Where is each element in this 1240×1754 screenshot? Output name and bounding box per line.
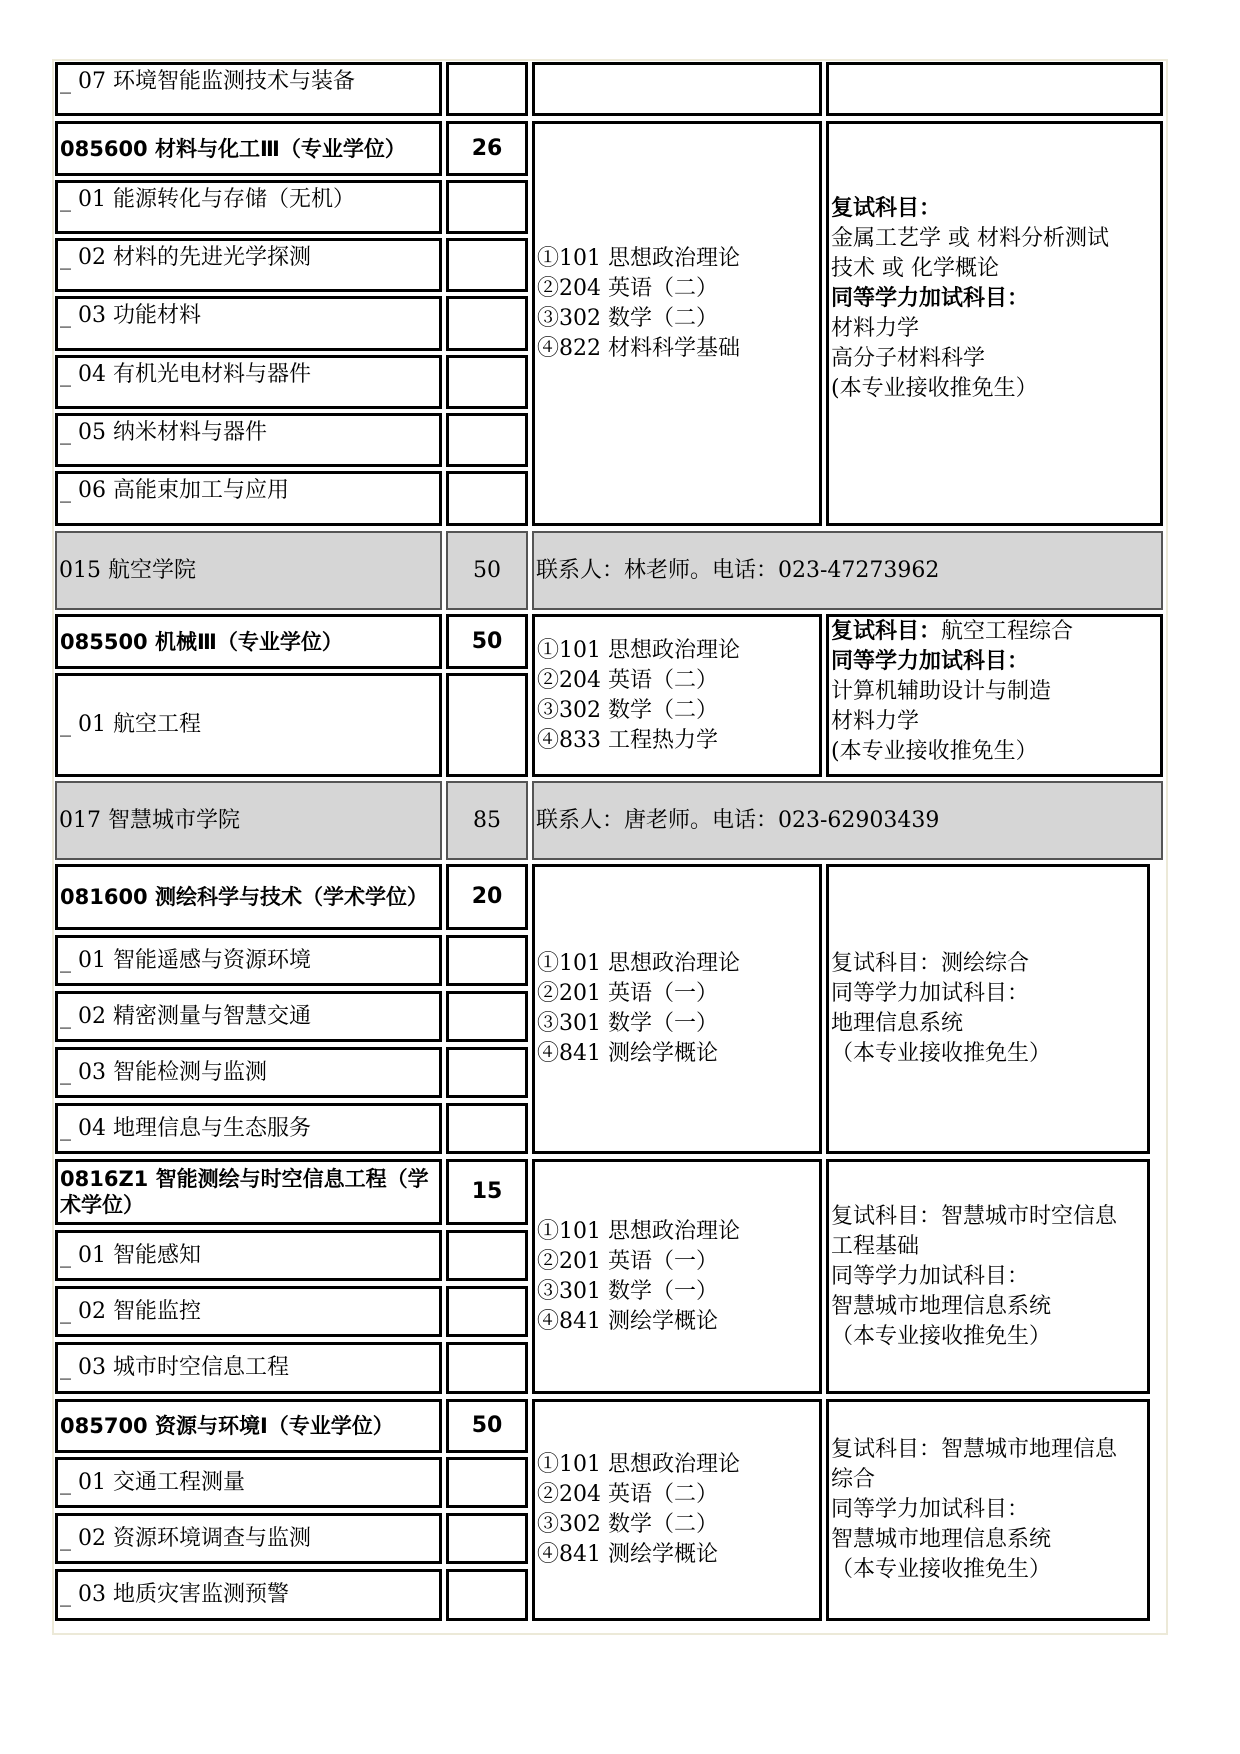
subdirection-name: _ 01 能源转化与存储（无机） (60, 187, 355, 212)
college-name-text: 017 智慧城市学院 (59, 807, 240, 833)
count-cell (446, 471, 528, 526)
equivalent-exam-label: 同等学力加试科目： (831, 1263, 1030, 1289)
exam-subject: ④841 测绘学概论 (537, 1041, 718, 1066)
exam-subject: ④841 测绘学概论 (537, 1308, 718, 1334)
exam-subjects (532, 864, 822, 1154)
retest-subjects: 复试科目：智慧城市地理信息 (831, 1437, 1118, 1462)
exam-subject: ③301 数学（一） (537, 1011, 718, 1036)
major-count (446, 1159, 528, 1225)
exam-subjects (532, 1399, 822, 1621)
retest-label: 复试科目： (831, 619, 942, 644)
major-count-text: 50 (471, 1413, 503, 1438)
subdirection-name: _ 06 高能束加工与应用 (60, 478, 289, 503)
subdirection-name: _ 03 地质灾害监测预警 (60, 1582, 289, 1607)
count-cell (446, 1286, 528, 1337)
equivalent-subject: 智慧城市地理信息系统 (831, 1527, 1052, 1552)
count-cell (446, 1047, 528, 1098)
retest-notes (826, 1399, 1150, 1621)
subdirection-name: _ 01 智能遥感与资源环境 (60, 947, 311, 973)
subdirection-row (55, 1513, 442, 1564)
retest-notes (826, 864, 1150, 1154)
subdirection-name: _ 01 智能感知 (60, 1242, 201, 1268)
exam-subject: ②201 英语（一） (537, 981, 718, 1006)
retest-subjects: 复试科目：测绘综合 (831, 951, 1030, 976)
subdirection-row (55, 1342, 442, 1394)
exam-subjects (532, 1159, 822, 1394)
subdirection-row (55, 413, 442, 467)
college-contact (532, 531, 1163, 610)
retest-label: 复试科目： (831, 196, 942, 221)
major-count-text: 26 (471, 135, 503, 161)
count-cell (446, 62, 528, 116)
count-cell (446, 355, 528, 409)
subdirection-name: _ 05 纳米材料与器件 (60, 420, 267, 445)
exam-subject: ②204 英语（二） (537, 667, 718, 693)
exam-subject: ④841 测绘学概论 (537, 1542, 718, 1567)
recommendation-note: （本专业接收推免生） (831, 1323, 1052, 1349)
subdirection-row (55, 991, 442, 1042)
exam-subject: ②204 英语（二） (537, 275, 718, 301)
equivalent-exam-label: 同等学力加试科目： (831, 649, 1030, 674)
contact-text: 联系人：唐老师。电话：023-62903439 (536, 807, 940, 833)
equivalent-subject: 计算机辅助设计与制造 (831, 679, 1052, 704)
subdirection-row (55, 238, 442, 292)
subdirection-name: _ 03 智能检测与监测 (60, 1059, 267, 1085)
count-cell (446, 673, 528, 777)
subdirection-name: _ 04 地理信息与生态服务 (60, 1115, 311, 1141)
subdirection-name: _ 03 城市时空信息工程 (60, 1355, 289, 1380)
subdirection-row (55, 355, 442, 409)
subdirection-row (55, 296, 442, 351)
count-cell (446, 1457, 528, 1508)
major-count (446, 864, 528, 930)
major-title (55, 1159, 442, 1225)
major-count-text: 15 (471, 1179, 503, 1204)
major-title (55, 1399, 442, 1453)
subdirection-name: _ 02 精密测量与智慧交通 (60, 1003, 311, 1029)
subdirection-row (55, 1230, 442, 1281)
exam-subject: ③302 数学（二） (537, 305, 718, 331)
equivalent-subject: 材料力学 (831, 709, 920, 734)
exam-subject: ②204 英语（二） (537, 1482, 718, 1507)
exam-subject: ①101 思想政治理论 (537, 1218, 740, 1244)
count-cell (446, 1230, 528, 1281)
exam-subject: ④822 材料科学基础 (537, 335, 740, 361)
equivalent-subject: 材料力学 (831, 316, 920, 341)
retest-subjects: 工程基础 (831, 1233, 920, 1259)
subdirection-name: _ 02 智能监控 (60, 1298, 201, 1324)
college-count (446, 531, 528, 610)
exam-subject: ①101 思想政治理论 (537, 951, 740, 976)
retest-notes (826, 1159, 1150, 1394)
notes-cell (826, 62, 1163, 116)
subdirection-row (55, 1286, 442, 1337)
college-count-text: 85 (473, 807, 501, 833)
retest-subjects: 综合 (831, 1467, 876, 1492)
exam-subject: ④833 工程热力学 (537, 727, 718, 753)
count-cell (446, 1569, 528, 1621)
equivalent-subject: 高分子材料科学 (831, 346, 986, 371)
equivalent-exam-label: 同等学力加试科目： (831, 1497, 1030, 1522)
exam-subjects (532, 121, 822, 526)
count-cell (446, 413, 528, 467)
subdirection-name: _ 03 功能材料 (60, 303, 201, 328)
recommendation-note: (本专业接收推免生） (831, 376, 1038, 401)
college-name-text: 015 航空学院 (59, 557, 196, 583)
subdirection-name: _ 04 有机光电材料与器件 (60, 362, 311, 387)
equivalent-exam-label: 同等学力加试科目： (831, 286, 1030, 311)
subdirection-row (55, 180, 442, 234)
major-title-text: 085500 机械Ⅲ（专业学位） (60, 629, 343, 654)
major-count (446, 121, 528, 176)
subdirection-name: _ 07 环境智能监测技术与装备 (60, 69, 355, 94)
exam-subject: ③302 数学（二） (537, 1512, 718, 1537)
subdirection-row (55, 471, 442, 526)
equivalent-subject: 智慧城市地理信息系统 (831, 1293, 1052, 1319)
subdirection-row (55, 1103, 442, 1154)
equivalent-exam-label: 同等学力加试科目： (831, 981, 1030, 1006)
major-count-text: 50 (471, 628, 503, 654)
subdirection-row (55, 1457, 442, 1508)
recommendation-note: （本专业接收推免生） (831, 1041, 1052, 1066)
equivalent-subject: 地理信息系统 (831, 1011, 964, 1036)
major-title-text: 0816Z1 智能测绘与时空信息工程（学术学位） (60, 1167, 429, 1217)
major-title (55, 864, 442, 930)
retest-subjects: 航空工程综合 (941, 619, 1074, 644)
count-cell (446, 935, 528, 986)
recommendation-note: (本专业接收推免生） (831, 739, 1038, 764)
exam-subject: ①101 思想政治理论 (537, 245, 740, 271)
exam-subject: ②201 英语（一） (537, 1248, 718, 1274)
subdirection-row (55, 1047, 442, 1098)
exam-subjects (532, 614, 822, 777)
exam-subject: ①101 思想政治理论 (537, 1452, 740, 1477)
subdirection-name: _ 01 交通工程测量 (60, 1469, 245, 1495)
count-cell (446, 296, 528, 351)
subdirection-name: _ 01 航空工程 (60, 712, 201, 737)
major-count-text: 20 (471, 884, 503, 909)
count-cell (446, 1103, 528, 1154)
count-cell (446, 1342, 528, 1394)
exam-subject: ③302 数学（二） (537, 697, 718, 723)
count-cell (446, 180, 528, 234)
count-cell (446, 991, 528, 1042)
college-count (446, 781, 528, 860)
contact-text: 联系人：林老师。电话：023-47273962 (536, 557, 940, 583)
retest-subjects: 金属工艺学 或 材料分析测试 (831, 226, 1109, 251)
college-count-text: 50 (473, 557, 501, 583)
retest-subjects: 复试科目：智慧城市时空信息 (831, 1203, 1118, 1229)
subdirection-name: _ 02 材料的先进光学探测 (60, 245, 311, 270)
subdirection-name: _ 02 资源环境调查与监测 (60, 1525, 311, 1551)
college-name (55, 781, 442, 860)
retest-subjects: 技术 或 化学概论 (831, 256, 999, 281)
count-cell (446, 1513, 528, 1564)
subdirection-row (55, 673, 442, 777)
major-count (446, 614, 528, 669)
recommendation-note: （本专业接收推免生） (831, 1557, 1052, 1582)
exam-subject: ③301 数学（一） (537, 1278, 718, 1304)
college-contact (532, 781, 1163, 860)
subdirection-row (55, 935, 442, 986)
count-cell (446, 238, 528, 292)
major-title-text: 081600 测绘科学与技术（学术学位） (60, 885, 428, 909)
major-title (55, 121, 442, 176)
major-title-text: 085600 材料与化工Ⅲ（专业学位） (60, 136, 406, 161)
exam-cell (532, 62, 822, 116)
retest-notes (826, 121, 1163, 526)
major-title-text: 085700 资源与环境Ⅰ（专业学位） (60, 1414, 394, 1438)
retest-notes (826, 614, 1163, 777)
major-count (446, 1399, 528, 1453)
college-name (55, 531, 442, 610)
exam-subject: ①101 思想政治理论 (537, 637, 740, 663)
subdirection-row (55, 1569, 442, 1621)
major-title (55, 614, 442, 669)
table-row-subdirection (55, 62, 442, 116)
